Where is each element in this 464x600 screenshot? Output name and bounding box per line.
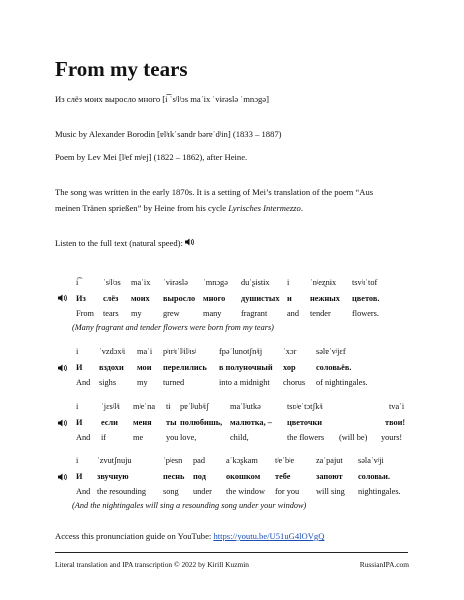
ipa-word: ˈnʲeʐnɨx	[310, 278, 337, 287]
english-word: will sing	[316, 487, 345, 496]
russian-word: перелились	[163, 363, 207, 372]
intro-line-1: The song was written in the early 1870s. It is a setting of Mei’s translation of the poem “Aus	[55, 187, 374, 197]
english-word: tender	[310, 309, 331, 318]
english-word: you	[166, 433, 179, 442]
speaker-icon[interactable]	[58, 294, 67, 304]
english-word: sighs	[99, 378, 117, 387]
english-word: for you	[275, 487, 300, 496]
ipa-word: tʲeˈbʲe	[275, 456, 295, 465]
english-word: love,	[180, 433, 197, 442]
english-word: chorus	[283, 378, 306, 387]
russian-word: моих	[131, 294, 150, 303]
cycle-title: Lyrisches Intermezzo	[228, 203, 301, 213]
ipa-word: tɨ	[166, 402, 171, 411]
russian-word: хор	[283, 363, 296, 372]
stanza-translation-note: (Many fragrant and tender flowers were born from my tears)	[72, 323, 274, 332]
ipa-word: ˈzvutʃnuju	[97, 456, 132, 465]
ipa-word: səlɐˈvʲjɛf	[316, 347, 346, 356]
russian-word: звучную	[97, 472, 129, 481]
ipa-word: ˈxɔr	[283, 347, 297, 356]
russian-word: много	[203, 294, 226, 303]
russian-word: меня	[133, 418, 152, 427]
english-word: many	[203, 309, 222, 318]
ipa-word: maˈix	[131, 278, 151, 287]
russian-word: И	[76, 363, 83, 372]
english-word: and	[287, 309, 299, 318]
ipa-word: fpəˈlunotʃnʲij	[219, 347, 263, 356]
russian-word: И	[76, 472, 83, 481]
ipa-word: pad	[193, 456, 205, 465]
russian-word: в полуночный	[219, 363, 273, 372]
ipa-word: pʲɪrʲɪˈlʲilʲɪsʲ	[163, 347, 197, 356]
russian-word: душистых	[241, 294, 280, 303]
russian-word: твои!	[385, 418, 406, 427]
russian-title-line: Из слёз моих выросло много [i͡ ˈsʲlʲɔs maˈix ˈvɨrəslə ˈmnɔgə]	[55, 94, 269, 104]
english-word: of nightingales.	[316, 378, 368, 387]
english-word: fragrant	[241, 309, 268, 318]
russian-word: Из	[76, 294, 86, 303]
speaker-icon[interactable]	[185, 238, 194, 248]
russian-word: нежных	[310, 294, 340, 303]
footer-divider	[55, 552, 408, 553]
youtube-line	[55, 531, 324, 541]
english-word: From	[76, 309, 94, 318]
english-word: turned	[163, 378, 185, 387]
russian-word: соловьёв.	[316, 363, 352, 372]
poem-credit: Poem by Lev Mei [lʲef mʲej] (1822 – 1862), after Heine.	[55, 152, 248, 162]
english-word: yours!	[381, 433, 403, 442]
listen-label: Listen to the full text (natural speed):	[55, 238, 183, 248]
intro-line-2: meinen Tränen sprießen” by Heine from his cycle Lyrisches Intermezzo.	[55, 203, 303, 213]
ipa-word: ˈjɛsʲlʲi	[101, 402, 120, 411]
ipa-word: aˈkɔʂkam	[226, 456, 258, 465]
youtube-link[interactable]: https://youtu.be/U51uG4lOVgQ	[213, 531, 325, 541]
english-word: into a midnight	[219, 378, 270, 387]
english-word: the window	[226, 487, 265, 496]
russian-word: если	[101, 418, 118, 427]
russian-word: мои	[137, 363, 152, 372]
russian-word: запоют	[316, 472, 343, 481]
speaker-icon[interactable]	[58, 364, 67, 374]
ipa-word: ˈsʲlʲɔs	[103, 278, 121, 287]
ipa-word: tsʋʲeˈtɔtʃkʲi	[287, 402, 323, 411]
ipa-word: duˈʂɨstɨx	[241, 278, 270, 287]
listen-line	[55, 238, 194, 248]
english-word: nightingales.	[358, 487, 401, 496]
russian-word: выросло	[163, 294, 196, 303]
ipa-word: i	[76, 347, 79, 356]
ipa-word: mʲeˈna	[133, 402, 156, 411]
english-word: the flowers	[287, 433, 325, 442]
ipa-word: tvaˈi	[389, 402, 405, 411]
speaker-icon[interactable]	[58, 419, 67, 429]
english-word: the resounding	[97, 487, 147, 496]
russian-word: соловьи.	[358, 472, 391, 481]
english-word: song	[163, 487, 179, 496]
footer-copyright: Literal translation and IPA transcription © 2022 by Kirill Kuzmin	[55, 560, 249, 569]
russian-word: цветочки	[287, 418, 323, 427]
footer-site: RussianIPA.com	[359, 560, 409, 569]
ipa-word: ˈmnɔgə	[203, 278, 228, 287]
youtube-label: Access this pronunciation guide on YouTube:	[55, 531, 214, 541]
ipa-word: pɐˈlʲubʲiʃ	[180, 402, 209, 411]
russian-word: И	[76, 418, 83, 427]
russian-word: и	[287, 294, 292, 303]
ipa-word: zaˈpajut	[316, 456, 343, 465]
ipa-word: i	[76, 402, 79, 411]
russian-word: под	[193, 472, 206, 481]
russian-word: песнь	[163, 472, 185, 481]
english-word: child,	[230, 433, 249, 442]
english-word: grew	[163, 309, 180, 318]
english-word: my	[131, 309, 142, 318]
russian-word: слёз	[103, 294, 119, 303]
speaker-icon[interactable]	[58, 473, 67, 483]
english-word: me	[133, 433, 144, 442]
russian-word: тебе	[275, 472, 291, 481]
ipa-word: ˈvɨrəslə	[163, 278, 188, 287]
music-credit: Music by Alexander Borodin [ɐlʲɪkˈsandr bərɐˈdʲin] (1833 – 1887)	[55, 129, 282, 139]
ipa-word: ˈvzdɔxʲi	[99, 347, 126, 356]
ipa-word: i͡	[76, 278, 79, 287]
page-title: From my tears	[55, 57, 188, 81]
russian-word: окошком	[226, 472, 261, 481]
ipa-word: i	[287, 278, 290, 287]
english-word: And	[76, 378, 91, 387]
russian-word: полюбишь,	[180, 418, 223, 427]
english-word: tears	[103, 309, 119, 318]
ipa-word: maˈi	[137, 347, 153, 356]
english-word: (will be)	[339, 433, 368, 442]
english-word: And	[76, 433, 91, 442]
english-word: flowers.	[352, 309, 379, 318]
russian-word: ты	[166, 418, 177, 427]
russian-word: цветов.	[352, 294, 380, 303]
russian-word: малютка, –	[230, 418, 272, 427]
russian-word: вздохи	[99, 363, 124, 372]
english-word: if	[101, 433, 107, 442]
stanza-translation-note: (And the nightingales will sing a resounding song under your window)	[72, 501, 307, 510]
ipa-word: tsvʲɪˈtof	[352, 278, 378, 287]
ipa-word: maˈlʲutkə	[230, 402, 261, 411]
ipa-word: ˈpʲesn	[163, 456, 183, 465]
english-word: And	[76, 487, 91, 496]
english-word: under	[193, 487, 212, 496]
ipa-word: səlaˈvʲji	[358, 456, 384, 465]
english-word: my	[137, 378, 148, 387]
ipa-word: i	[76, 456, 79, 465]
